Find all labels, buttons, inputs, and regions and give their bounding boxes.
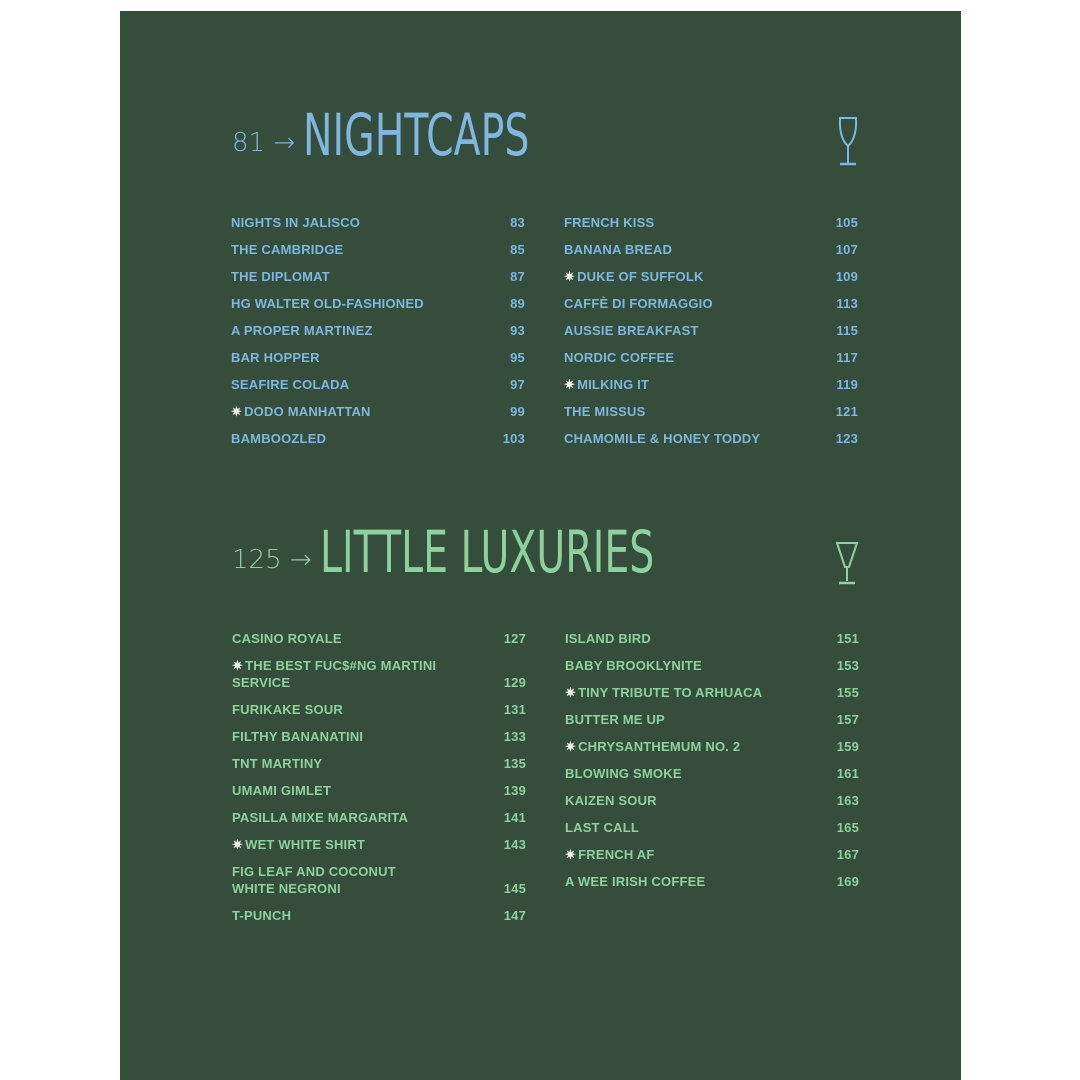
recipe-name-text: THE BEST FUC$#NG MARTINI SERVICE <box>232 658 437 690</box>
toc-entry <box>231 376 525 393</box>
recipe-page-number: 167 <box>836 847 859 862</box>
recipe-name <box>232 728 363 745</box>
star-icon: ✷ <box>232 837 244 852</box>
star-icon: ✷ <box>565 847 577 862</box>
star-icon: ✷ <box>564 269 576 284</box>
toc-entry <box>564 322 858 339</box>
recipe-name <box>565 657 702 674</box>
recipe-page-number: 85 <box>510 242 525 257</box>
recipe-page-number: 87 <box>510 269 525 284</box>
recipe-name <box>231 295 424 312</box>
toc-entry <box>232 809 526 826</box>
recipe-page-number: 169 <box>836 874 859 889</box>
recipe-name-text: TINY TRIBUTE TO ARHUACA <box>578 685 763 700</box>
recipe-name <box>565 873 705 890</box>
recipe-name-text: BABY BROOKLYNITE <box>565 658 702 673</box>
toc-entry <box>231 214 525 231</box>
toc-entry <box>232 755 526 772</box>
recipe-name <box>231 214 360 231</box>
recipe-page-number: 139 <box>503 783 526 798</box>
toc-entry <box>565 846 859 863</box>
recipe-name-text: ISLAND BIRD <box>565 631 651 646</box>
recipe-name <box>564 241 672 258</box>
recipe-page-number: 147 <box>503 908 526 923</box>
toc-entry <box>232 630 526 647</box>
toc-entry <box>564 241 858 258</box>
recipe-name-text: HG WALTER OLD-FASHIONED <box>231 296 424 311</box>
toc-entry <box>231 349 525 366</box>
recipe-name <box>232 657 436 691</box>
recipe-name <box>232 907 291 924</box>
star-icon: ✷ <box>564 377 576 392</box>
recipe-name-text: UMAMI GIMLET <box>232 783 332 798</box>
toc-entry <box>232 782 526 799</box>
recipe-name-text: BUTTER ME UP <box>565 712 665 727</box>
wine-glass-icon <box>834 116 862 168</box>
recipe-name-text: A PROPER MARTINEZ <box>231 323 373 338</box>
toc-entry <box>231 268 525 285</box>
recipe-name <box>564 430 760 447</box>
recipe-name-text: LAST CALL <box>565 820 640 835</box>
recipe-page-number: 163 <box>836 793 859 808</box>
section-header-little-luxuries <box>232 518 811 586</box>
luxuries-right-column <box>565 630 859 900</box>
recipe-name <box>231 268 330 285</box>
recipe-name <box>232 809 408 826</box>
recipe-page-number: 145 <box>503 881 526 896</box>
contents-page <box>120 11 961 1080</box>
recipe-name-text: NIGHTS IN JALISCO <box>231 215 361 230</box>
recipe-name <box>232 630 342 647</box>
recipe-page-number: 93 <box>510 323 525 338</box>
toc-entry <box>232 701 526 718</box>
section-header-nightcaps <box>232 101 636 169</box>
recipe-name-text: KAIZEN SOUR <box>565 793 657 808</box>
toc-entry <box>564 376 858 393</box>
toc-entry <box>564 403 858 420</box>
toc-entry <box>232 863 526 897</box>
star-icon: ✷ <box>565 685 577 700</box>
recipe-name-text: FRENCH AF <box>578 847 655 862</box>
section-page-number: 81 → <box>232 128 296 158</box>
recipe-name <box>564 376 649 393</box>
recipe-name <box>565 738 740 755</box>
recipe-page-number: 107 <box>835 242 858 257</box>
recipe-name <box>564 349 674 366</box>
recipe-page-number: 131 <box>503 702 526 717</box>
toc-entry <box>565 765 859 782</box>
star-icon: ✷ <box>232 658 244 673</box>
recipe-name-text: FURIKAKE SOUR <box>232 702 343 717</box>
luxuries-left-column <box>232 630 526 934</box>
recipe-name-text: BAMBOOZLED <box>231 431 327 446</box>
recipe-page-number: 153 <box>836 658 859 673</box>
recipe-name <box>565 792 657 809</box>
recipe-page-number: 83 <box>510 215 525 230</box>
recipe-name <box>231 430 326 447</box>
recipe-name-text: FIG LEAF AND COCONUT WHITE NEGRONI <box>232 864 396 896</box>
recipe-page-number: 121 <box>835 404 858 419</box>
nightcaps-left-column <box>231 214 525 457</box>
recipe-page-number: 157 <box>836 712 859 727</box>
recipe-name <box>232 782 331 799</box>
recipe-name-text: THE CAMBRIDGE <box>231 242 344 257</box>
recipe-page-number: 155 <box>836 685 859 700</box>
toc-entry <box>564 295 858 312</box>
toc-entry <box>564 430 858 447</box>
recipe-name-text: FILTHY BANANATINI <box>232 729 364 744</box>
recipe-name <box>565 684 762 701</box>
recipe-name-text: CASINO ROYALE <box>232 631 342 646</box>
recipe-page-number: 161 <box>836 766 859 781</box>
recipe-name <box>232 701 343 718</box>
recipe-name-text: FRENCH KISS <box>564 215 655 230</box>
recipe-name-text: MILKING IT <box>577 377 650 392</box>
recipe-name-text: DUKE OF SUFFOLK <box>577 269 704 284</box>
recipe-name-text: T-PUNCH <box>232 908 292 923</box>
recipe-page-number: 133 <box>503 729 526 744</box>
recipe-name-text: TNT MARTINY <box>232 756 323 771</box>
nightcaps-right-column <box>564 214 858 457</box>
recipe-name <box>564 322 699 339</box>
toc-entry <box>231 403 525 420</box>
coupe-glass-icon <box>833 541 861 587</box>
recipe-name-text: PASILLA MIXE MARGARITA <box>232 810 409 825</box>
recipe-page-number: 113 <box>836 296 858 311</box>
toc-entry <box>565 873 859 890</box>
toc-entry <box>565 657 859 674</box>
recipe-page-number: 135 <box>503 756 526 771</box>
star-icon: ✷ <box>231 404 243 419</box>
recipe-page-number: 97 <box>510 377 525 392</box>
toc-entry <box>564 268 858 285</box>
recipe-name <box>564 214 654 231</box>
recipe-page-number: 127 <box>503 631 526 646</box>
recipe-page-number: 99 <box>510 404 525 419</box>
toc-entry <box>565 684 859 701</box>
recipe-page-number: 95 <box>510 350 525 365</box>
recipe-name <box>231 322 373 339</box>
recipe-name-text: WET WHITE SHIRT <box>245 837 366 852</box>
toc-entry <box>232 907 526 924</box>
section-title: NIGHTCAPS <box>303 101 530 169</box>
recipe-page-number: 129 <box>503 675 526 690</box>
star-icon: ✷ <box>565 739 577 754</box>
toc-entry <box>231 295 525 312</box>
recipe-page-number: 105 <box>835 215 858 230</box>
recipe-name-text: CHRYSANTHEMUM NO. 2 <box>578 739 741 754</box>
recipe-name <box>565 765 682 782</box>
recipe-name <box>564 268 704 285</box>
recipe-name-text: THE DIPLOMAT <box>231 269 330 284</box>
recipe-page-number: 159 <box>836 739 859 754</box>
toc-entry <box>232 836 526 853</box>
recipe-name <box>565 630 651 647</box>
recipe-name-text: BLOWING SMOKE <box>565 766 682 781</box>
recipe-page-number: 123 <box>835 431 858 446</box>
recipe-name-text: BANANA BREAD <box>564 242 673 257</box>
recipe-name <box>564 403 645 420</box>
toc-entry <box>565 711 859 728</box>
recipe-page-number: 119 <box>836 377 858 392</box>
recipe-page-number: 143 <box>503 837 526 852</box>
recipe-page-number: 115 <box>836 323 858 338</box>
recipe-name <box>565 846 655 863</box>
toc-entry <box>231 322 525 339</box>
toc-entry <box>565 792 859 809</box>
recipe-name <box>565 819 639 836</box>
toc-entry <box>564 349 858 366</box>
recipe-name <box>232 863 396 897</box>
recipe-name <box>231 376 349 393</box>
toc-entry <box>565 738 859 755</box>
recipe-page-number: 103 <box>502 431 525 446</box>
section-title: LITTLE LUXURIES <box>319 518 654 586</box>
recipe-name-text: THE MISSUS <box>564 404 646 419</box>
recipe-name <box>231 241 343 258</box>
recipe-name-text: A WEE IRISH COFFEE <box>565 874 706 889</box>
recipe-page-number: 141 <box>503 810 526 825</box>
toc-entry <box>232 728 526 745</box>
recipe-name-text: DODO MANHATTAN <box>244 404 371 419</box>
recipe-page-number: 151 <box>836 631 859 646</box>
recipe-name <box>231 403 371 420</box>
section-page-number: 125 → <box>232 545 312 575</box>
recipe-name-text: SEAFIRE COLADA <box>231 377 350 392</box>
recipe-name <box>232 755 322 772</box>
toc-entry <box>565 630 859 647</box>
recipe-name-text: CAFFÈ DI FORMAGGIO <box>564 296 713 311</box>
recipe-page-number: 89 <box>510 296 525 311</box>
toc-entry <box>231 430 525 447</box>
recipe-name <box>232 836 365 853</box>
recipe-name-text: BAR HOPPER <box>231 350 320 365</box>
recipe-name <box>231 349 320 366</box>
recipe-page-number: 165 <box>836 820 859 835</box>
recipe-name-text: AUSSIE BREAKFAST <box>564 323 699 338</box>
toc-entry <box>231 241 525 258</box>
recipe-page-number: 109 <box>835 269 858 284</box>
recipe-page-number: 117 <box>836 350 858 365</box>
toc-entry <box>232 657 526 691</box>
recipe-name-text: CHAMOMILE & HONEY TODDY <box>564 431 761 446</box>
toc-entry <box>565 819 859 836</box>
recipe-name-text: NORDIC COFFEE <box>564 350 675 365</box>
recipe-name <box>564 295 713 312</box>
toc-entry <box>564 214 858 231</box>
recipe-name <box>565 711 665 728</box>
